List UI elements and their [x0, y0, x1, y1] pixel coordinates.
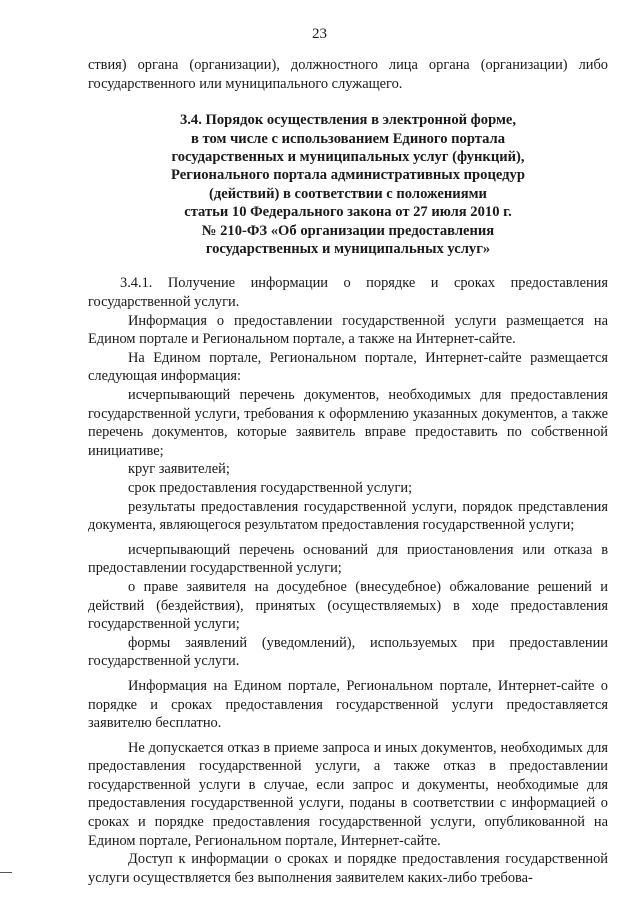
heading-line: № 210-ФЗ «Об организации предоставления: [201, 222, 495, 239]
paragraph-info-placement: Информация о предоставлении государственной услуги размещается на Едином портале и Региональном портале, а также на Интернет-сайте.: [88, 312, 608, 348]
paragraph-3-4-1: 3.4.1. Получение информации о порядке и сроках предоставления государственной услуги.: [88, 275, 608, 311]
list-item: о праве заявителя на досудебное (внесудебное) обжалование решений и действий (бездействия), принятых (осуществляемых) в ходе предоставления государственной услуги;: [88, 578, 608, 633]
heading-line: статьи 10 Федерального закона от 27 июля 2010 г.: [184, 204, 512, 221]
heading-line: (действий) в соответствии с положениями: [209, 185, 487, 202]
heading-line: государственных и муниципальных услуг»: [205, 241, 491, 258]
heading-line: Регионального портала административных процедур: [171, 167, 525, 184]
list-item: формы заявлений (уведомлений), используемых при предоставлении государственной услуги.: [88, 634, 608, 670]
paragraph-refusal-prohibited: Не допускается отказ в приеме запроса и иных документов, необходимых для предоставления государственной услуги, а также отказ в предоставлении государственной услуги в случае, если запрос и документы, необходимые для предоставления государственной услуги, поданы в соответствии с информацией о сроках и порядке предоставления государственной услуги, опубликованной на Едином портале, Региональном портале, Интернет-сайте.: [88, 739, 608, 849]
paragraph-free-of-charge: Информация на Едином портале, Региональном портале, Интернет-сайте о порядке и сроках предоставления государственной услуги предоставляется заявителю бесплатно.: [88, 677, 608, 732]
list-item: исчерпывающий перечень оснований для приостановления или отказа в предоставлении государственной услуги;: [88, 541, 608, 577]
page-number: 23: [312, 26, 327, 42]
list-item: срок предоставления государственной услуги;: [128, 479, 413, 496]
heading-line: 3.4. Порядок осуществления в электронной форме,: [179, 112, 517, 129]
heading-line: в том числе с использованием Единого портала: [190, 130, 506, 147]
paragraph-info-list-intro: На Едином портале, Региональном портале, Интернет-сайте размещается следующая информация:: [88, 349, 608, 385]
paragraph-access-to-info: Доступ к информации о сроках и порядке предоставления государственной услуги осуществляется без выполнения заявителем каких-либо требова-: [88, 851, 608, 886]
heading-line: государственных и муниципальных услуг (функций),: [171, 149, 525, 165]
list-item: результаты предоставления государственной услуги, порядок представления документа, являющегося результатом предоставления государственной услуги;: [88, 498, 608, 534]
document-body: [88, 56, 608, 887]
intro-paragraph: ствия) органа (организации), должностного лица органа (организации) либо государственного или муниципального служащего.: [88, 57, 608, 92]
scan-edge-mark: [0, 872, 12, 873]
section-heading: [88, 111, 608, 258]
list-item: круг заявителей;: [128, 461, 230, 478]
list-item: исчерпывающий перечень документов, необходимых для предоставления государственной услуги, требования к оформлению указанных документов, а также перечень документов, которые заявитель вправе предоставить по собственной инициативе;: [88, 387, 608, 459]
